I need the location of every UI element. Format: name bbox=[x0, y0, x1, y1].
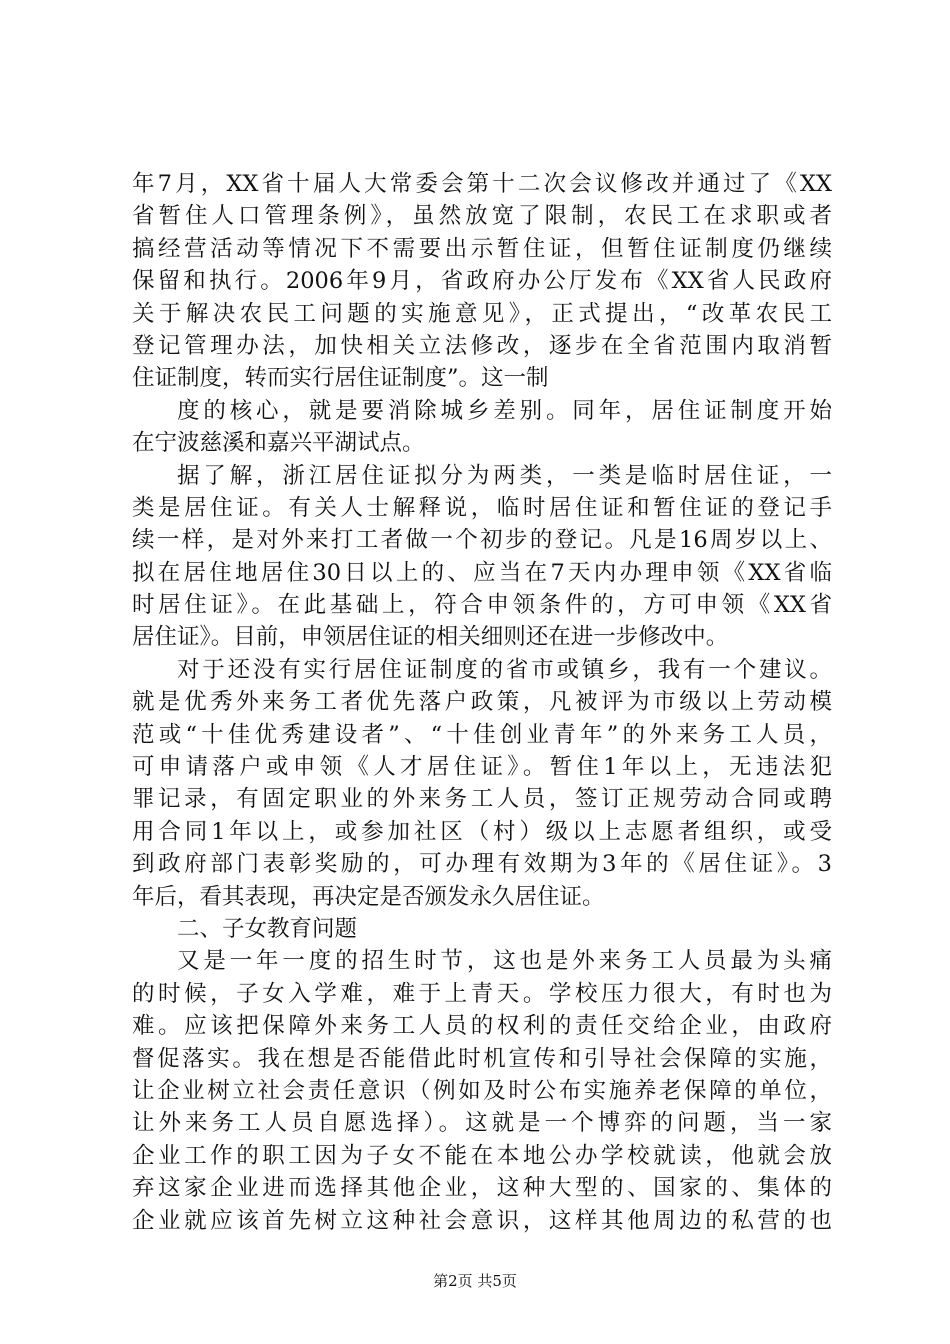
text-line: 又是一年一度的招生时节，这也是外来务工人员最为头痛 bbox=[177, 948, 832, 975]
text-line: 保留和执行。2006年9月，省政府办公厅发布《XX省人民政府 bbox=[132, 268, 832, 295]
page-footer: 第2页 共5页 bbox=[433, 1272, 517, 1290]
text-line: 年后，看其表现，再决定是否颁发永久居住证。 bbox=[132, 883, 605, 910]
text-line: 二、子女教育问题 bbox=[177, 915, 358, 942]
text-line: 企业工作的职工因为子女不能在本地公办学校就读，他就会放 bbox=[132, 1142, 832, 1169]
text-line: 的时候，子女入学难，难于上青天。学校压力很大，有时也为 bbox=[132, 980, 832, 1007]
text-line: 登记管理办法，加快相关立法修改，逐步在全省范围内取消暂 bbox=[132, 332, 832, 359]
text-line: 范或“十佳优秀建设者”、“十佳创业青年”的外来务工人员， bbox=[132, 721, 832, 748]
text-line: 年7月，XX省十届人大常委会第十二次会议修改并通过了《XX bbox=[132, 171, 832, 197]
text-line: 住证制度，转而实行居住证制度”。这一制 bbox=[132, 365, 549, 392]
text-line: 难。应该把保障外来务工人员的权利的责任交给企业，由政府 bbox=[132, 1013, 832, 1040]
text-line: 用合同1年以上，或参加社区（村）级以上志愿者组织，或受 bbox=[132, 818, 832, 845]
text-line: 就是优秀外来务工者优先落户政策，凡被评为市级以上劳动模 bbox=[132, 689, 832, 716]
text-line: 让外来务工人员自愿选择）。这就是一个博弈的问题，当一家 bbox=[132, 1110, 832, 1137]
text-line: 关于解决农民工问题的实施意见》，正式提出，“改革农民工 bbox=[132, 300, 832, 327]
text-line: 督促落实。我在想是否能借此时机宣传和引导社会保障的实施， bbox=[132, 1045, 832, 1072]
text-line: 在宁波慈溪和嘉兴平湖试点。 bbox=[132, 430, 425, 457]
text-line: 对于还没有实行居住证制度的省市或镇乡，我有一个建议。 bbox=[177, 656, 832, 683]
text-line: 度的核心，就是要消除城乡差别。同年，居住证制度开始 bbox=[177, 397, 832, 424]
text-line: 续一样，是对外来打工者做一个初步的登记。凡是16周岁以上、 bbox=[132, 527, 832, 554]
text-line: 类是居住证。有关人士解释说，临时居住证和暂住证的登记手 bbox=[132, 494, 832, 521]
document-body bbox=[132, 168, 832, 1237]
text-line: 时居住证》。在此基础上，符合申领条件的，方可申领《XX省 bbox=[132, 592, 832, 619]
text-line: 企业就应该首先树立这种社会意识，这样其他周边的私营的也 bbox=[132, 1207, 832, 1234]
text-line: 弃这家企业进而选择其他企业，这种大型的、国家的、集体的 bbox=[132, 1175, 832, 1202]
text-line: 拟在居住地居住30日以上的、应当在7天内办理申领《XX省临 bbox=[132, 559, 832, 586]
text-line: 搞经营活动等情况下不需要出示暂住证，但暂住证制度仍继续 bbox=[132, 235, 832, 262]
text-line: 居住证》。目前，申领居住证的相关细则还在进一步修改中。 bbox=[132, 624, 729, 651]
text-line: 让企业树立社会责任意识（例如及时公布实施养老保障的单位， bbox=[132, 1077, 832, 1104]
text-line: 可申请落户或申领《人才居住证》。暂住1年以上，无违法犯 bbox=[132, 754, 832, 781]
text-line: 省暂住人口管理条例》，虽然放宽了限制，农民工在求职或者 bbox=[132, 203, 832, 230]
text-line: 据了解，浙江居住证拟分为两类，一类是临时居住证，一 bbox=[177, 462, 832, 489]
text-line: 罪记录，有固定职业的外来务工人员，签订正规劳动合同或聘 bbox=[132, 786, 832, 813]
text-line: 到政府部门表彰奖励的，可办理有效期为3年的《居住证》。3 bbox=[132, 851, 832, 878]
